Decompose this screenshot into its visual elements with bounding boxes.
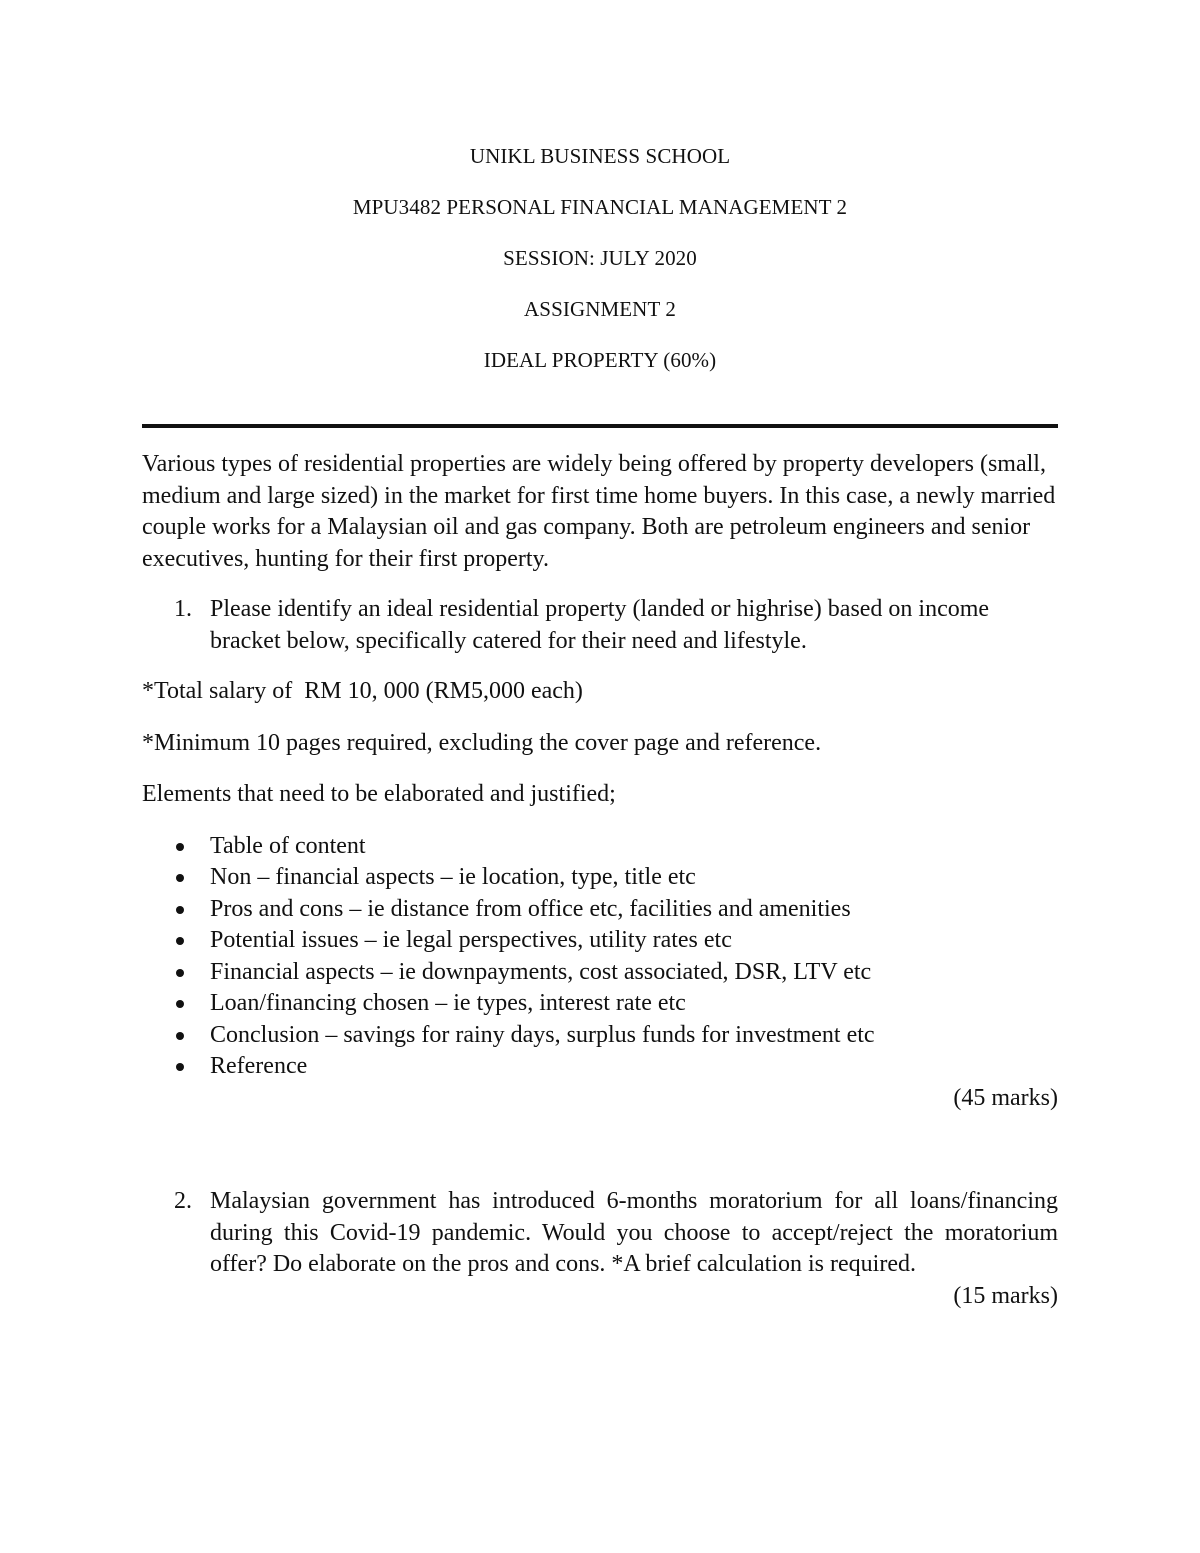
pages-note: *Minimum 10 pages required, excluding the cover page and reference. [142, 729, 822, 756]
list-item: Potential issues – ie legal perspectives, utility rates etc [142, 925, 1058, 957]
question-1-number: 1. [174, 596, 192, 622]
salary-note: *Total salary of RM 10, 000 (RM5,000 each) [142, 678, 583, 704]
elements-list [142, 831, 1058, 1083]
assignment-label: ASSIGNMENT 2 [524, 297, 676, 321]
document-body [142, 449, 1058, 1312]
bullet-icon [142, 988, 210, 1020]
elements-heading: Elements that need to be elaborated and justified; [142, 781, 616, 807]
bullet-icon [142, 925, 210, 957]
question-2-marks: (15 marks) [953, 1282, 1058, 1309]
question-2 [142, 1186, 1058, 1281]
list-item: Loan/financing chosen – ie types, interest rate etc [142, 988, 1058, 1020]
list-item: Pros and cons – ie distance from office etc, facilities and amenities [142, 894, 1058, 926]
question-1 [142, 594, 1058, 657]
question-1-text: Please identify an ideal residential property (landed or highrise) based on income bracket below, specifically catered for their need and lifestyle. [210, 596, 990, 654]
list-item: Financial aspects – ie downpayments, cost associated, DSR, LTV etc [142, 957, 1058, 989]
question-2-text: Malaysian government has introduced 6-months moratorium for all loans/financing during this Covid-19 pandemic. Would you choose to accept/reject the moratorium offer? Do elaborate on the pros and cons. *A brief calculation is required. [210, 1188, 1058, 1277]
header-divider [142, 424, 1058, 428]
bullet-icon [142, 894, 210, 926]
question-1-marks: (45 marks) [953, 1084, 1058, 1111]
intro-paragraph: Various types of residential properties are widely being offered by property developers (small, medium and large sized) in the market for first time home buyers. In this case, a newly married couple works for a Malaysian oil and gas company. Both are petroleum engineers and senior executives, hunting for their first property. [142, 451, 1056, 572]
session-label: SESSION: JULY 2020 [503, 246, 697, 270]
bullet-icon [142, 957, 210, 989]
school-name: UNIKL BUSINESS SCHOOL [469, 144, 731, 168]
list-item: Reference [142, 1051, 1058, 1083]
question-2-number: 2. [174, 1188, 192, 1214]
course-title: MPU3482 PERSONAL FINANCIAL MANAGEMENT 2 [352, 195, 848, 219]
list-item: Non – financial aspects – ie location, type, title etc [142, 862, 1058, 894]
bullet-icon [142, 862, 210, 894]
bullet-icon [142, 831, 210, 863]
bullet-icon [142, 1051, 210, 1083]
document-header [0, 140, 1200, 395]
list-item: Table of content [142, 831, 1058, 863]
bullet-icon [142, 1020, 210, 1052]
list-item: Conclusion – savings for rainy days, surplus funds for investment etc [142, 1020, 1058, 1052]
assignment-topic: IDEAL PROPERTY (60%) [483, 348, 717, 372]
